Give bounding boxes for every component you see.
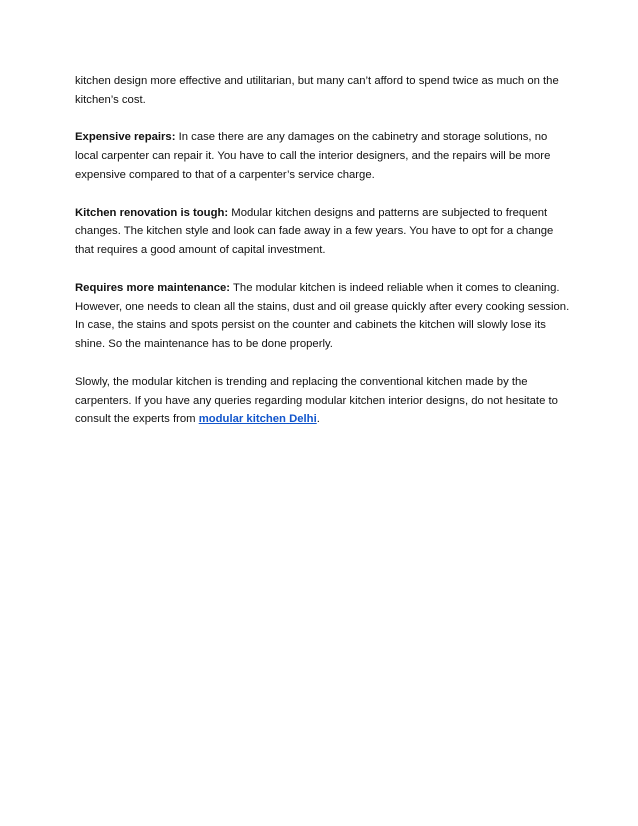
paragraph-kitchen-renovation	[75, 204, 570, 260]
paragraph-intro-continuation	[75, 72, 570, 110]
paragraph-text: Slowly, the modular kitchen is trending and replacing the conventional kitchen made by the carpenters. If you have any queries regarding modular kitchen interior designs, do not hesitate to consult the experts from	[75, 375, 558, 426]
paragraph-text: kitchen design more effective and utilitarian, but many can’t afford to spend twice as much on the kitchen’s cost.	[75, 75, 559, 106]
paragraph-text: Modular kitchen designs and patterns are subjected to frequent changes. The kitchen style and look can fade away in a few years. You have to opt for a change that requires a good amount of capital investment.	[75, 206, 554, 257]
paragraph-heading: Kitchen renovation is tough:	[75, 206, 229, 219]
paragraph-text: In case there are any damages on the cabinetry and storage solutions, no local carpenter can repair it. You have to call the interior designers, and the repairs will be more expensive compared to that of a carpenter’s service charge.	[75, 131, 551, 181]
paragraph-heading: Expensive repairs:	[75, 131, 176, 144]
paragraph-heading: Requires more maintenance:	[75, 281, 231, 294]
document-body	[75, 72, 570, 448]
paragraph-text: The modular kitchen is indeed reliable when it comes to cleaning. However, one needs to clean all the stains, dust and oil grease quickly after every cooking session. In case, the stains and spots persist on the counter and cabinets the kitchen will slowly lose its shine. So the maintenance has to be done properly.	[75, 281, 570, 351]
paragraph-tail: .	[316, 413, 320, 426]
modular-kitchen-delhi-link[interactable]: modular kitchen Delhi	[198, 413, 317, 426]
paragraph-maintenance	[75, 279, 570, 354]
paragraph-expensive-repairs	[75, 128, 570, 184]
paragraph-conclusion	[75, 373, 570, 429]
